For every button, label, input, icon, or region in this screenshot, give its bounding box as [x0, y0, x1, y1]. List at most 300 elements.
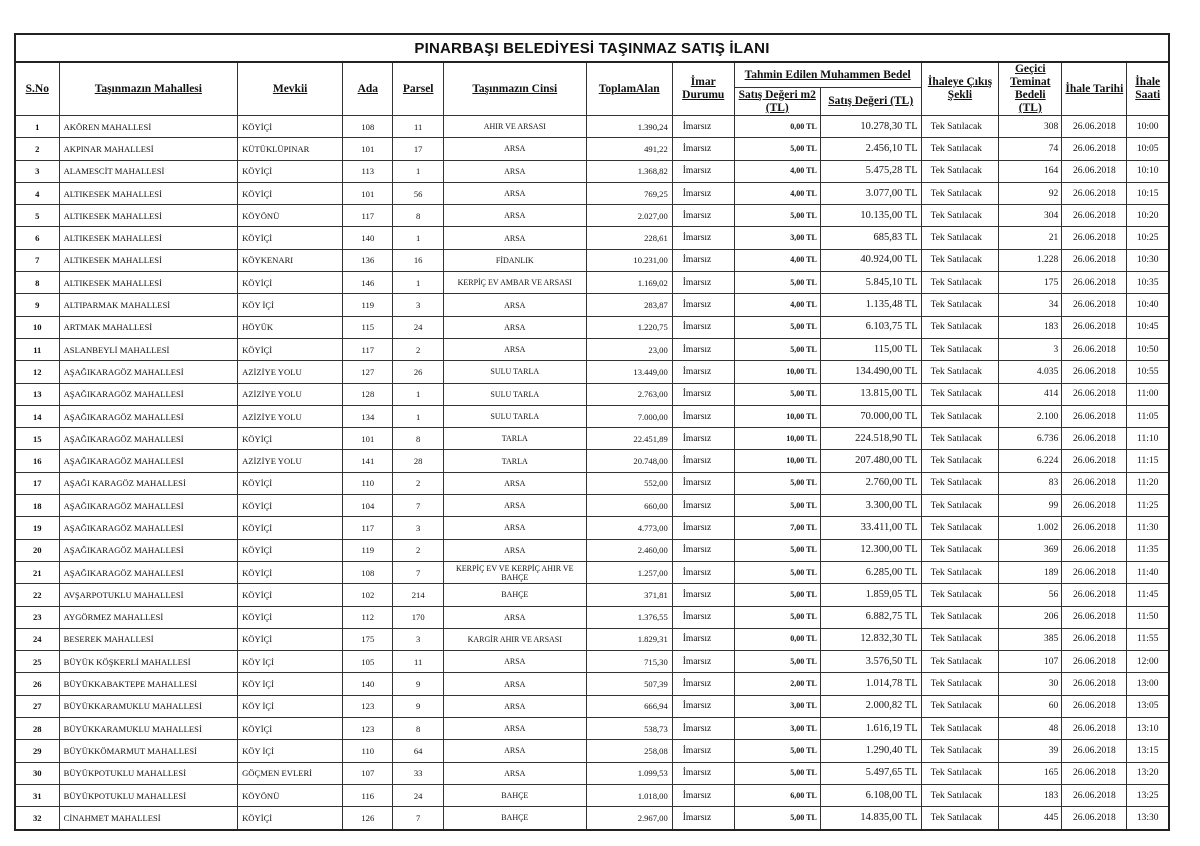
- cell-satis-degeri: 40.924,00 TL: [820, 249, 921, 271]
- cell-gecici-teminat: 175: [999, 272, 1062, 294]
- cell-satis-degeri: 1.290,40 TL: [820, 740, 921, 762]
- cell-parsel: 7: [393, 495, 443, 517]
- cell-satis-m2: 5,00 TL: [734, 472, 820, 494]
- cell-gecici-teminat: 304: [999, 205, 1062, 227]
- cell-imar-durumu: İmarsız: [672, 606, 734, 628]
- cell-ihale-tarihi: 26.06.2018: [1062, 561, 1127, 583]
- cell-ihale-saati: 11:15: [1127, 450, 1169, 472]
- table-row: [15, 762, 1169, 784]
- cell-ihale-tarihi: 26.06.2018: [1062, 116, 1127, 138]
- cell-parsel: 7: [393, 561, 443, 583]
- cell-mevkii: KÖYÖNÜ: [238, 205, 343, 227]
- table-row: [15, 272, 1169, 294]
- cell-gecici-teminat: 385: [999, 628, 1062, 650]
- cell-ihale-tarihi: 26.06.2018: [1062, 272, 1127, 294]
- cell-imar-durumu: İmarsız: [672, 361, 734, 383]
- cell-satis-m2: 3,00 TL: [734, 695, 820, 717]
- table-row: [15, 495, 1169, 517]
- cell-ihale-cikis: Tek Satılacak: [921, 182, 999, 204]
- cell-gecici-teminat: 164: [999, 160, 1062, 182]
- cell-mahalle: AŞAĞIKARAGÖZ MAHALLESİ: [59, 428, 238, 450]
- cell-parsel: 17: [393, 138, 443, 160]
- cell-mahalle: BÜYÜK KÖŞKERLİ MAHALLESİ: [59, 651, 238, 673]
- document-sheet: [14, 33, 1170, 831]
- cell-ihale-cikis: Tek Satılacak: [921, 272, 999, 294]
- cell-ihale-saati: 10:00: [1127, 116, 1169, 138]
- cell-toplam-alan: 538,73: [586, 718, 672, 740]
- cell-ihale-tarihi: 26.06.2018: [1062, 784, 1127, 806]
- cell-parsel: 2: [393, 338, 443, 360]
- cell-cinsi: ARSA: [443, 316, 586, 338]
- cell-sno: 2: [15, 138, 59, 160]
- cell-satis-m2: 5,00 TL: [734, 740, 820, 762]
- cell-sno: 11: [15, 338, 59, 360]
- cell-gecici-teminat: 183: [999, 784, 1062, 806]
- cell-satis-m2: 0,00 TL: [734, 628, 820, 650]
- cell-satis-degeri: 13.815,00 TL: [820, 383, 921, 405]
- cell-mahalle: ALAMESCİT MAHALLESİ: [59, 160, 238, 182]
- cell-mevkii: KÖYİÇİ: [238, 428, 343, 450]
- cell-cinsi: ARSA: [443, 718, 586, 740]
- cell-imar-durumu: İmarsız: [672, 205, 734, 227]
- cell-mahalle: BÜYÜKPOTUKLU MAHALLESİ: [59, 762, 238, 784]
- cell-imar-durumu: İmarsız: [672, 160, 734, 182]
- cell-ihale-cikis: Tek Satılacak: [921, 784, 999, 806]
- cell-mevkii: KÖYİÇİ: [238, 472, 343, 494]
- cell-ihale-cikis: Tek Satılacak: [921, 450, 999, 472]
- cell-satis-degeri: 1.014,78 TL: [820, 673, 921, 695]
- table-row: [15, 472, 1169, 494]
- cell-sno: 7: [15, 249, 59, 271]
- cell-imar-durumu: İmarsız: [672, 450, 734, 472]
- cell-satis-degeri: 3.077,00 TL: [820, 182, 921, 204]
- cell-imar-durumu: İmarsız: [672, 651, 734, 673]
- cell-toplam-alan: 1.376,55: [586, 606, 672, 628]
- cell-satis-m2: 4,00 TL: [734, 249, 820, 271]
- header-ihale-cikis: İhaleye Çıkış Şekli: [921, 62, 999, 116]
- cell-sno: 25: [15, 651, 59, 673]
- cell-ihale-tarihi: 26.06.2018: [1062, 807, 1127, 830]
- cell-mahalle: ALTIKESEK MAHALLESİ: [59, 205, 238, 227]
- cell-satis-degeri: 12.832,30 TL: [820, 628, 921, 650]
- cell-ada: 101: [343, 138, 393, 160]
- cell-ada: 108: [343, 116, 393, 138]
- cell-ihale-saati: 10:20: [1127, 205, 1169, 227]
- cell-satis-m2: 7,00 TL: [734, 517, 820, 539]
- cell-satis-degeri: 2.760,00 TL: [820, 472, 921, 494]
- cell-parsel: 1: [393, 160, 443, 182]
- cell-cinsi: ARSA: [443, 673, 586, 695]
- cell-ada: 116: [343, 784, 393, 806]
- cell-gecici-teminat: 39: [999, 740, 1062, 762]
- cell-ada: 113: [343, 160, 393, 182]
- header-mahalle: Taşınmazın Mahallesi: [59, 62, 238, 116]
- cell-ihale-cikis: Tek Satılacak: [921, 762, 999, 784]
- cell-toplam-alan: 2.967,00: [586, 807, 672, 830]
- cell-sno: 30: [15, 762, 59, 784]
- cell-toplam-alan: 507,39: [586, 673, 672, 695]
- cell-imar-durumu: İmarsız: [672, 695, 734, 717]
- cell-cinsi: FİDANLIK: [443, 249, 586, 271]
- cell-sno: 15: [15, 428, 59, 450]
- header-ihale-saati: İhale Saati: [1127, 62, 1169, 116]
- cell-satis-m2: 10,00 TL: [734, 428, 820, 450]
- cell-ihale-cikis: Tek Satılacak: [921, 718, 999, 740]
- cell-gecici-teminat: 189: [999, 561, 1062, 583]
- cell-mevkii: KÖYİÇİ: [238, 116, 343, 138]
- cell-ada: 136: [343, 249, 393, 271]
- cell-toplam-alan: 20.748,00: [586, 450, 672, 472]
- cell-ihale-tarihi: 26.06.2018: [1062, 160, 1127, 182]
- cell-parsel: 9: [393, 673, 443, 695]
- cell-cinsi: TARLA: [443, 428, 586, 450]
- cell-cinsi: ARSA: [443, 227, 586, 249]
- cell-ada: 146: [343, 272, 393, 294]
- cell-satis-m2: 4,00 TL: [734, 160, 820, 182]
- cell-imar-durumu: İmarsız: [672, 517, 734, 539]
- cell-ihale-saati: 11:35: [1127, 539, 1169, 561]
- cell-sno: 10: [15, 316, 59, 338]
- cell-satis-m2: 5,00 TL: [734, 205, 820, 227]
- cell-satis-degeri: 134.490,00 TL: [820, 361, 921, 383]
- cell-sno: 13: [15, 383, 59, 405]
- cell-satis-degeri: 6.882,75 TL: [820, 606, 921, 628]
- cell-imar-durumu: İmarsız: [672, 539, 734, 561]
- cell-toplam-alan: 1.169,02: [586, 272, 672, 294]
- cell-parsel: 56: [393, 182, 443, 204]
- cell-ihale-tarihi: 26.06.2018: [1062, 695, 1127, 717]
- cell-gecici-teminat: 6.224: [999, 450, 1062, 472]
- cell-sno: 27: [15, 695, 59, 717]
- cell-cinsi: SULU TARLA: [443, 383, 586, 405]
- table-row: [15, 383, 1169, 405]
- header-ihale-tarihi: İhale Tarihi: [1062, 62, 1127, 116]
- cell-mahalle: AŞAĞIKARAGÖZ MAHALLESİ: [59, 361, 238, 383]
- cell-cinsi: SULU TARLA: [443, 361, 586, 383]
- cell-satis-degeri: 685,83 TL: [820, 227, 921, 249]
- cell-parsel: 7: [393, 807, 443, 830]
- cell-ada: 117: [343, 338, 393, 360]
- cell-imar-durumu: İmarsız: [672, 784, 734, 806]
- cell-ihale-saati: 10:15: [1127, 182, 1169, 204]
- cell-cinsi: ARSA: [443, 338, 586, 360]
- cell-ihale-cikis: Tek Satılacak: [921, 539, 999, 561]
- cell-satis-degeri: 6.103,75 TL: [820, 316, 921, 338]
- cell-ihale-saati: 10:35: [1127, 272, 1169, 294]
- cell-ada: 108: [343, 561, 393, 583]
- cell-parsel: 1: [393, 227, 443, 249]
- cell-ihale-tarihi: 26.06.2018: [1062, 740, 1127, 762]
- cell-sno: 26: [15, 673, 59, 695]
- table-row: [15, 450, 1169, 472]
- cell-ihale-saati: 11:25: [1127, 495, 1169, 517]
- cell-ihale-cikis: Tek Satılacak: [921, 606, 999, 628]
- header-sno: S.No: [15, 62, 59, 116]
- cell-gecici-teminat: 92: [999, 182, 1062, 204]
- cell-gecici-teminat: 183: [999, 316, 1062, 338]
- cell-mevkii: KÖYİÇİ: [238, 160, 343, 182]
- cell-ada: 110: [343, 472, 393, 494]
- cell-ihale-tarihi: 26.06.2018: [1062, 628, 1127, 650]
- cell-satis-degeri: 14.835,00 TL: [820, 807, 921, 830]
- cell-satis-m2: 5,00 TL: [734, 272, 820, 294]
- cell-parsel: 33: [393, 762, 443, 784]
- cell-toplam-alan: 283,87: [586, 294, 672, 316]
- cell-ada: 102: [343, 584, 393, 606]
- cell-gecici-teminat: 60: [999, 695, 1062, 717]
- cell-satis-m2: 5,00 TL: [734, 338, 820, 360]
- header-mevkii: Mevkii: [238, 62, 343, 116]
- cell-gecici-teminat: 308: [999, 116, 1062, 138]
- cell-mevkii: KÖYİÇİ: [238, 561, 343, 583]
- cell-satis-degeri: 5.497,65 TL: [820, 762, 921, 784]
- cell-satis-degeri: 3.576,50 TL: [820, 651, 921, 673]
- cell-ada: 175: [343, 628, 393, 650]
- cell-mahalle: ALTIKESEK MAHALLESİ: [59, 249, 238, 271]
- table-row: [15, 205, 1169, 227]
- cell-parsel: 26: [393, 361, 443, 383]
- cell-mevkii: KÖYKENARI: [238, 249, 343, 271]
- header-cinsi: Taşınmazın Cinsi: [443, 62, 586, 116]
- cell-toplam-alan: 228,61: [586, 227, 672, 249]
- cell-ihale-saati: 11:50: [1127, 606, 1169, 628]
- header-satis-m2: Satış Değeri m2 (TL): [734, 88, 820, 116]
- cell-ada: 126: [343, 807, 393, 830]
- table-row: [15, 316, 1169, 338]
- cell-parsel: 8: [393, 718, 443, 740]
- cell-mevkii: AZİZİYE YOLU: [238, 450, 343, 472]
- cell-imar-durumu: İmarsız: [672, 294, 734, 316]
- cell-sno: 24: [15, 628, 59, 650]
- cell-mahalle: AŞAĞIKARAGÖZ MAHALLESİ: [59, 517, 238, 539]
- cell-imar-durumu: İmarsız: [672, 316, 734, 338]
- cell-sno: 5: [15, 205, 59, 227]
- cell-satis-m2: 4,00 TL: [734, 182, 820, 204]
- cell-ihale-tarihi: 26.06.2018: [1062, 606, 1127, 628]
- cell-gecici-teminat: 369: [999, 539, 1062, 561]
- cell-ada: 101: [343, 182, 393, 204]
- cell-parsel: 9: [393, 695, 443, 717]
- cell-ihale-tarihi: 26.06.2018: [1062, 428, 1127, 450]
- cell-imar-durumu: İmarsız: [672, 138, 734, 160]
- cell-sno: 21: [15, 561, 59, 583]
- cell-parsel: 11: [393, 116, 443, 138]
- cell-satis-m2: 10,00 TL: [734, 450, 820, 472]
- cell-ihale-saati: 10:05: [1127, 138, 1169, 160]
- cell-satis-degeri: 33.411,00 TL: [820, 517, 921, 539]
- table-row: [15, 405, 1169, 427]
- cell-ada: 105: [343, 651, 393, 673]
- cell-cinsi: ARSA: [443, 205, 586, 227]
- cell-sno: 17: [15, 472, 59, 494]
- cell-gecici-teminat: 34: [999, 294, 1062, 316]
- cell-imar-durumu: İmarsız: [672, 383, 734, 405]
- table-row: [15, 227, 1169, 249]
- cell-mevkii: KÖYİÇİ: [238, 628, 343, 650]
- cell-cinsi: ARSA: [443, 138, 586, 160]
- cell-ihale-saati: 10:30: [1127, 249, 1169, 271]
- cell-imar-durumu: İmarsız: [672, 584, 734, 606]
- cell-ihale-saati: 10:45: [1127, 316, 1169, 338]
- cell-ada: 141: [343, 450, 393, 472]
- table-row: [15, 517, 1169, 539]
- cell-gecici-teminat: 30: [999, 673, 1062, 695]
- cell-satis-m2: 5,00 TL: [734, 495, 820, 517]
- cell-imar-durumu: İmarsız: [672, 338, 734, 360]
- cell-toplam-alan: 23,00: [586, 338, 672, 360]
- table-row: [15, 539, 1169, 561]
- cell-cinsi: TARLA: [443, 450, 586, 472]
- cell-mahalle: BÜYÜKPOTUKLU MAHALLESİ: [59, 784, 238, 806]
- cell-mahalle: AŞAĞIKARAGÖZ MAHALLESİ: [59, 450, 238, 472]
- cell-satis-degeri: 1.135,48 TL: [820, 294, 921, 316]
- cell-sno: 12: [15, 361, 59, 383]
- cell-parsel: 64: [393, 740, 443, 762]
- cell-satis-degeri: 10.135,00 TL: [820, 205, 921, 227]
- cell-ihale-tarihi: 26.06.2018: [1062, 205, 1127, 227]
- cell-mahalle: BÜYÜKKARAMUKLU MAHALLESİ: [59, 718, 238, 740]
- header-satis-degeri: Satış Değeri (TL): [820, 88, 921, 116]
- cell-satis-degeri: 2.000,82 TL: [820, 695, 921, 717]
- cell-mahalle: BÜYÜKKABAKTEPE MAHALLESİ: [59, 673, 238, 695]
- cell-cinsi: KERPİÇ EV VE KERPİÇ AHIR VE BAHÇE: [443, 561, 586, 583]
- cell-ihale-cikis: Tek Satılacak: [921, 383, 999, 405]
- header-toplam-alan: ToplamAlan: [586, 62, 672, 116]
- cell-toplam-alan: 1.099,53: [586, 762, 672, 784]
- cell-mahalle: BÜYÜKKÖMARMUT MAHALLESİ: [59, 740, 238, 762]
- table-row: [15, 361, 1169, 383]
- cell-ihale-cikis: Tek Satılacak: [921, 428, 999, 450]
- cell-cinsi: KARGİR AHIR VE ARSASI: [443, 628, 586, 650]
- cell-ada: 119: [343, 294, 393, 316]
- table-row: [15, 784, 1169, 806]
- cell-cinsi: ARSA: [443, 294, 586, 316]
- cell-cinsi: ARSA: [443, 495, 586, 517]
- cell-mevkii: KÖYİÇİ: [238, 584, 343, 606]
- cell-toplam-alan: 13.449,00: [586, 361, 672, 383]
- cell-mevkii: AZİZİYE YOLU: [238, 383, 343, 405]
- cell-ihale-cikis: Tek Satılacak: [921, 673, 999, 695]
- table-body: [15, 116, 1169, 830]
- cell-mahalle: CİNAHMET MAHALLESİ: [59, 807, 238, 830]
- cell-ada: 117: [343, 517, 393, 539]
- cell-parsel: 11: [393, 651, 443, 673]
- cell-mevkii: KÖY İÇİ: [238, 651, 343, 673]
- cell-gecici-teminat: 6.736: [999, 428, 1062, 450]
- cell-ada: 134: [343, 405, 393, 427]
- cell-toplam-alan: 1.829,31: [586, 628, 672, 650]
- cell-sno: 14: [15, 405, 59, 427]
- cell-toplam-alan: 371,81: [586, 584, 672, 606]
- cell-ihale-saati: 11:00: [1127, 383, 1169, 405]
- cell-ihale-tarihi: 26.06.2018: [1062, 182, 1127, 204]
- cell-imar-durumu: İmarsız: [672, 807, 734, 830]
- cell-ihale-tarihi: 26.06.2018: [1062, 338, 1127, 360]
- cell-gecici-teminat: 165: [999, 762, 1062, 784]
- cell-satis-degeri: 70.000,00 TL: [820, 405, 921, 427]
- cell-ihale-tarihi: 26.06.2018: [1062, 584, 1127, 606]
- header-ada: Ada: [343, 62, 393, 116]
- table-row: [15, 561, 1169, 583]
- cell-cinsi: BAHÇE: [443, 784, 586, 806]
- cell-ada: 115: [343, 316, 393, 338]
- cell-satis-m2: 4,00 TL: [734, 294, 820, 316]
- cell-ihale-cikis: Tek Satılacak: [921, 160, 999, 182]
- cell-imar-durumu: İmarsız: [672, 495, 734, 517]
- cell-parsel: 1: [393, 272, 443, 294]
- cell-gecici-teminat: 1.002: [999, 517, 1062, 539]
- cell-ihale-saati: 13:05: [1127, 695, 1169, 717]
- cell-ada: 123: [343, 718, 393, 740]
- cell-ihale-saati: 10:55: [1127, 361, 1169, 383]
- cell-parsel: 8: [393, 428, 443, 450]
- cell-gecici-teminat: 3: [999, 338, 1062, 360]
- cell-mevkii: KÖY İÇİ: [238, 740, 343, 762]
- cell-mahalle: AKÖREN MAHALLESİ: [59, 116, 238, 138]
- cell-gecici-teminat: 48: [999, 718, 1062, 740]
- cell-gecici-teminat: 4.035: [999, 361, 1062, 383]
- table-header: [15, 62, 1169, 116]
- cell-ihale-tarihi: 26.06.2018: [1062, 294, 1127, 316]
- cell-ihale-tarihi: 26.06.2018: [1062, 405, 1127, 427]
- cell-mevkii: KÖYİÇİ: [238, 539, 343, 561]
- cell-toplam-alan: 10.231,00: [586, 249, 672, 271]
- cell-ihale-saati: 12:00: [1127, 651, 1169, 673]
- cell-mevkii: KÖYİÇİ: [238, 182, 343, 204]
- cell-ihale-cikis: Tek Satılacak: [921, 517, 999, 539]
- cell-sno: 4: [15, 182, 59, 204]
- cell-imar-durumu: İmarsız: [672, 182, 734, 204]
- cell-parsel: 3: [393, 628, 443, 650]
- cell-toplam-alan: 666,94: [586, 695, 672, 717]
- cell-satis-m2: 5,00 TL: [734, 762, 820, 784]
- cell-ihale-tarihi: 26.06.2018: [1062, 450, 1127, 472]
- cell-ada: 117: [343, 205, 393, 227]
- cell-mevkii: AZİZİYE YOLU: [238, 361, 343, 383]
- cell-satis-m2: 6,00 TL: [734, 784, 820, 806]
- cell-ihale-saati: 11:55: [1127, 628, 1169, 650]
- cell-ada: 128: [343, 383, 393, 405]
- cell-ihale-saati: 10:10: [1127, 160, 1169, 182]
- cell-satis-degeri: 6.285,00 TL: [820, 561, 921, 583]
- cell-satis-m2: 0,00 TL: [734, 116, 820, 138]
- cell-sno: 6: [15, 227, 59, 249]
- document-title: PINARBAŞI BELEDİYESİ TAŞINMAZ SATIŞ İLANI: [14, 33, 1170, 61]
- cell-ihale-tarihi: 26.06.2018: [1062, 495, 1127, 517]
- cell-imar-durumu: İmarsız: [672, 628, 734, 650]
- table-row: [15, 138, 1169, 160]
- cell-imar-durumu: İmarsız: [672, 227, 734, 249]
- header-tahmin-edilen: Tahmin Edilen Muhammen Bedel: [734, 62, 921, 88]
- cell-cinsi: AHIR VE ARSASI: [443, 116, 586, 138]
- cell-sno: 18: [15, 495, 59, 517]
- cell-ihale-saati: 13:10: [1127, 718, 1169, 740]
- cell-ada: 140: [343, 673, 393, 695]
- cell-sno: 19: [15, 517, 59, 539]
- cell-sno: 3: [15, 160, 59, 182]
- cell-ihale-cikis: Tek Satılacak: [921, 495, 999, 517]
- cell-gecici-teminat: 107: [999, 651, 1062, 673]
- cell-parsel: 2: [393, 472, 443, 494]
- table-row: [15, 628, 1169, 650]
- cell-mevkii: HÖYÜK: [238, 316, 343, 338]
- table-row: [15, 116, 1169, 138]
- cell-ihale-saati: 11:05: [1127, 405, 1169, 427]
- cell-ihale-tarihi: 26.06.2018: [1062, 227, 1127, 249]
- cell-satis-m2: 5,00 TL: [734, 584, 820, 606]
- cell-ihale-tarihi: 26.06.2018: [1062, 651, 1127, 673]
- cell-toplam-alan: 22.451,89: [586, 428, 672, 450]
